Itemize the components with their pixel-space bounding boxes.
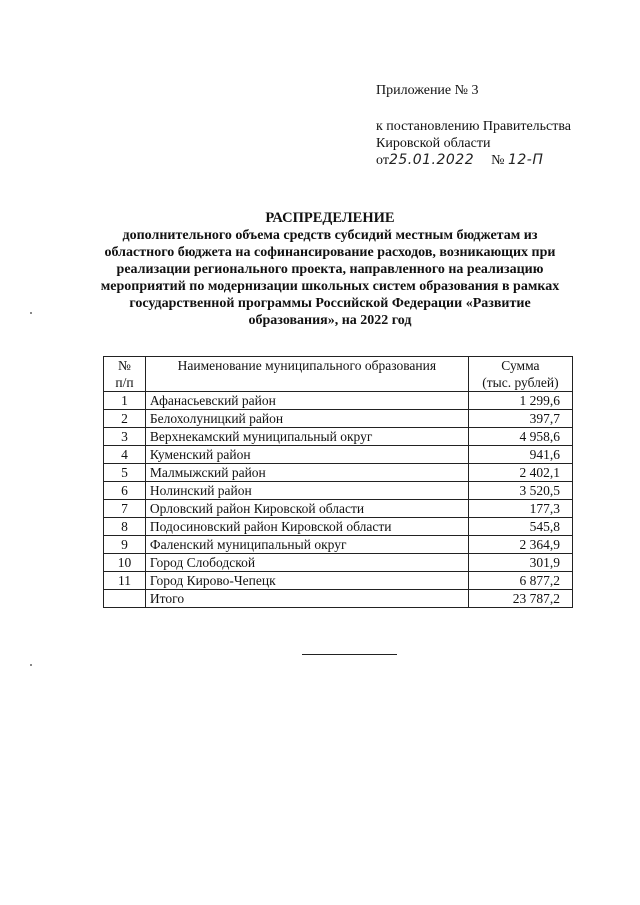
row-num: 7	[104, 500, 146, 518]
row-sum: 6 877,2	[468, 572, 572, 590]
header-name: Наименование муниципального образования	[145, 357, 468, 392]
row-name: Город Слободской	[145, 554, 468, 572]
table-row	[104, 536, 573, 554]
scan-speck	[30, 312, 32, 314]
row-num: 1	[104, 392, 146, 410]
scan-speck	[30, 664, 32, 666]
row-sum: 2 364,9	[468, 536, 572, 554]
appendix-date-line	[376, 152, 571, 169]
row-sum: 2 402,1	[468, 464, 572, 482]
header-num	[104, 357, 146, 392]
row-name: Нолинский район	[145, 482, 468, 500]
title-line-2: областного бюджета на софинансирование расходов, возникающих при	[104, 245, 556, 260]
row-name: Афанасьевский район	[145, 392, 468, 410]
row-num: 8	[104, 518, 146, 536]
row-name: Малмыжский район	[145, 464, 468, 482]
table-row	[104, 410, 573, 428]
table-row	[104, 464, 573, 482]
row-num: 5	[104, 464, 146, 482]
closing-rule	[302, 654, 397, 655]
row-num: 4	[104, 446, 146, 464]
total-sum: 23 787,2	[468, 590, 572, 608]
title-line-5: государственной программы Российской Федерации «Развитие	[129, 296, 531, 311]
row-sum: 545,8	[468, 518, 572, 536]
row-sum: 3 520,5	[468, 482, 572, 500]
table-total-row	[104, 590, 573, 608]
header-num-line-1: №	[118, 358, 131, 373]
row-name: Белохолуницкий район	[145, 410, 468, 428]
table-row	[104, 392, 573, 410]
number-prefix: №	[491, 153, 505, 168]
row-sum: 4 958,6	[468, 428, 572, 446]
row-num: 9	[104, 536, 146, 554]
date-prefix: от	[376, 153, 389, 168]
header-sum	[468, 357, 572, 392]
appendix-number: Приложение № 3	[376, 83, 479, 98]
title-line-4: мероприятий по модернизации школьных систем образования в рамках	[100, 279, 560, 294]
total-label: Итого	[145, 590, 468, 608]
row-name: Верхнекамский муниципальный округ	[145, 428, 468, 446]
header-sum-line-1: Сумма	[501, 358, 540, 373]
row-name: Орловский район Кировской области	[145, 500, 468, 518]
header-num-line-2: п/п	[115, 375, 134, 390]
row-num: 2	[104, 410, 146, 428]
row-name: Подосиновский район Кировской области	[145, 518, 468, 536]
title-line-6: образования», на 2022 год	[248, 313, 412, 328]
table-row	[104, 572, 573, 590]
table-row	[104, 428, 573, 446]
row-sum: 177,3	[468, 500, 572, 518]
title-heading: РАСПРЕДЕЛЕНИЕ	[265, 210, 395, 226]
row-name: Фаленский муниципальный округ	[145, 536, 468, 554]
row-num: 3	[104, 428, 146, 446]
header-sum-line-2: (тыс. рублей)	[482, 375, 559, 390]
total-num-empty	[104, 590, 146, 608]
title-line-3: реализации регионального проекта, направленного на реализацию	[116, 262, 544, 277]
handwritten-number: 12-П	[507, 152, 544, 168]
table-row	[104, 554, 573, 572]
table-row	[104, 500, 573, 518]
distribution-table	[103, 356, 573, 608]
table-row	[104, 482, 573, 500]
row-name: Город Кирово-Чепецк	[145, 572, 468, 590]
document-title	[80, 210, 580, 329]
row-sum: 301,9	[468, 554, 572, 572]
row-num: 6	[104, 482, 146, 500]
row-name: Куменский район	[145, 446, 468, 464]
appendix-line-1: к постановлению Правительства	[376, 119, 572, 134]
row-sum: 1 299,6	[468, 392, 572, 410]
row-sum: 397,7	[468, 410, 572, 428]
row-num: 11	[104, 572, 146, 590]
handwritten-date: 25.01.2022	[388, 152, 475, 168]
row-sum: 941,6	[468, 446, 572, 464]
appendix-reference	[376, 118, 571, 169]
row-num: 10	[104, 554, 146, 572]
appendix-line-2: Кировской области	[376, 136, 491, 151]
table-header-row	[104, 357, 573, 392]
table-row	[104, 446, 573, 464]
title-line-1: дополнительного объема средств субсидий местным бюджетам из	[122, 228, 538, 243]
table-row	[104, 518, 573, 536]
